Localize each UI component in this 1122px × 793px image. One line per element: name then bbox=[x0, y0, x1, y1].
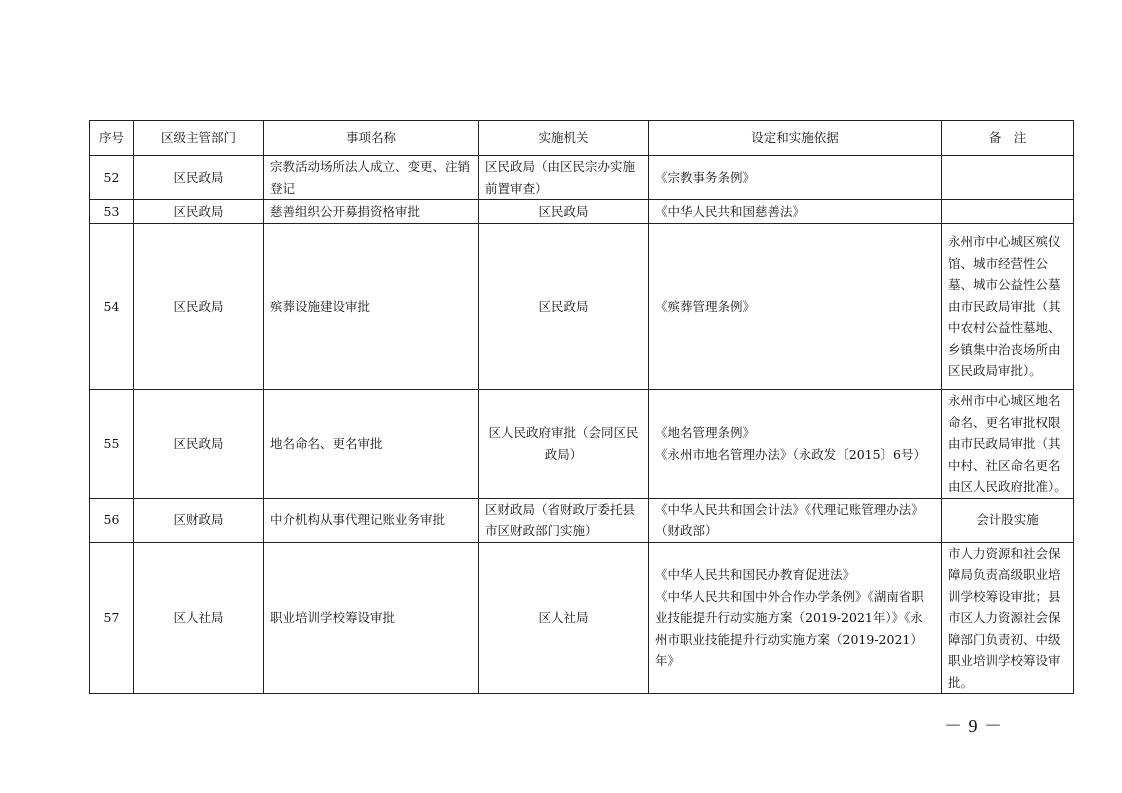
row-index: 57 bbox=[90, 542, 134, 694]
row-index: 53 bbox=[90, 200, 134, 224]
row-basis: 《中华人民共和国民办教育促进法》 《中华人民共和国中外合作办学条例》《湖南省职业技能提升行动实施方案（2019-2021年）》《永州市职业技能提升行动实施方案（2019-2021）年》 bbox=[649, 542, 942, 694]
row-agency: 区人社局 bbox=[479, 542, 649, 694]
header-agency: 实施机关 bbox=[479, 121, 649, 156]
row-index: 52 bbox=[90, 156, 134, 200]
row-remark: 永州市中心城区地名命名、更名审批权限由市民政局审批（其中村、社区命名更名由区人民政府批准）。 bbox=[942, 390, 1074, 499]
table-row bbox=[90, 224, 1074, 390]
row-agency: 区人民政府审批（会同区民政局） bbox=[479, 390, 649, 499]
row-item-name: 中介机构从事代理记账业务审批 bbox=[264, 498, 479, 542]
table-row bbox=[90, 390, 1074, 499]
row-agency: 区财政局（省财政厅委托县市区财政部门实施） bbox=[479, 498, 649, 542]
row-item-name: 地名命名、更名审批 bbox=[264, 390, 479, 499]
row-basis: 《殡葬管理条例》 bbox=[649, 224, 942, 390]
row-item-name: 职业培训学校筹设审批 bbox=[264, 542, 479, 694]
page-number: － 9 － bbox=[944, 716, 1003, 736]
header-department: 区级主管部门 bbox=[134, 121, 264, 156]
approval-items-table bbox=[89, 120, 1074, 694]
row-index: 55 bbox=[90, 390, 134, 499]
row-department: 区民政局 bbox=[134, 224, 264, 390]
row-item-name: 宗教活动场所法人成立、变更、注销登记 bbox=[264, 156, 479, 200]
row-remark bbox=[942, 200, 1074, 224]
row-department: 区财政局 bbox=[134, 498, 264, 542]
row-index: 56 bbox=[90, 498, 134, 542]
row-agency: 区民政局（由区民宗办实施前置审查） bbox=[479, 156, 649, 200]
row-basis: 《中华人民共和国慈善法》 bbox=[649, 200, 942, 224]
table-row bbox=[90, 156, 1074, 200]
row-item-name: 殡葬设施建设审批 bbox=[264, 224, 479, 390]
table-row bbox=[90, 498, 1074, 542]
row-basis: 《地名管理条例》 《永州市地名管理办法》（永政发〔2015〕6号） bbox=[649, 390, 942, 499]
row-department: 区人社局 bbox=[134, 542, 264, 694]
row-basis: 《宗教事务条例》 bbox=[649, 156, 942, 200]
header-remark: 备 注 bbox=[942, 121, 1074, 156]
row-department: 区民政局 bbox=[134, 200, 264, 224]
row-item-name: 慈善组织公开募捐资格审批 bbox=[264, 200, 479, 224]
row-department: 区民政局 bbox=[134, 156, 264, 200]
header-index: 序号 bbox=[90, 121, 134, 156]
header-item-name: 事项名称 bbox=[264, 121, 479, 156]
row-agency: 区民政局 bbox=[479, 200, 649, 224]
table-row bbox=[90, 542, 1074, 694]
table-row bbox=[90, 200, 1074, 224]
row-agency: 区民政局 bbox=[479, 224, 649, 390]
row-index: 54 bbox=[90, 224, 134, 390]
table-header-row bbox=[90, 121, 1074, 156]
row-remark: 市人力资源和社会保障局负责高级职业培训学校筹设审批；县市区人力资源社会保障部门负责初、中级职业培训学校筹设审批。 bbox=[942, 542, 1074, 694]
row-remark: 永州市中心城区殡仪馆、城市经营性公墓、城市公益性公墓由市民政局审批（其中农村公益性墓地、乡镇集中治丧场所由区民政局审批）。 bbox=[942, 224, 1074, 390]
row-basis: 《中华人民共和国会计法》《代理记账管理办法》（财政部） bbox=[649, 498, 942, 542]
row-remark bbox=[942, 156, 1074, 200]
header-basis: 设定和实施依据 bbox=[649, 121, 942, 156]
row-remark: 会计股实施 bbox=[942, 498, 1074, 542]
row-department: 区民政局 bbox=[134, 390, 264, 499]
